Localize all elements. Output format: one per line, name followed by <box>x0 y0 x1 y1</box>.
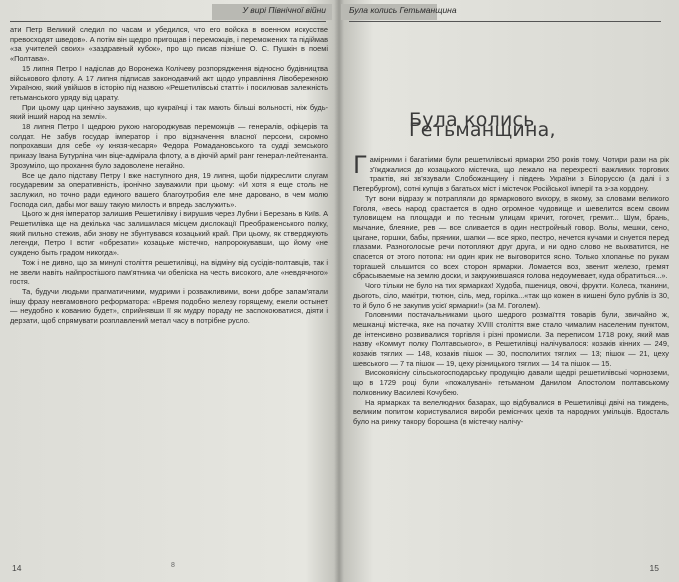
paragraph: Та, будучи людьми прагматичними, мудрими і розважливими, вони добре запам'ятали іншу фразу невгамовного реформатора: «Время подобно железу горящему, ежели остынет — неудобно к кованию будет», сприйнявши її як мудру пораду не заспокоюватися, діяти і дерзати, щоб спрямувати розплавлений метал часу в потрібне русло. <box>10 286 328 326</box>
page-number: 15 <box>649 563 659 574</box>
running-header: У вирі Північної війни <box>242 5 326 15</box>
header-rule <box>10 21 326 22</box>
gutter-mark: 8 <box>171 562 175 570</box>
paragraph: При цьому цар цинічно зауважив, що кукраїнці і так мають більші вольності, ніж будь-який інший народ на землі». <box>10 102 328 122</box>
paragraph: 18 липня Петро І щедрою рукою нагороджував переможців — генералів, офіцерів та солдат. Не забув государ імператор і про відзначення власної персони, скромно попрохавши для себе «у князя-кесаря» Федора Ромадановського та судді земського приказу Івана Бутурліна чин віце-адмірала флоту, а в діючій армії ранг генерал-лейтенанта. Зрозуміло, що прохання було задоволене негайно. <box>10 122 328 170</box>
running-header: Була колись Гетьманщина <box>349 5 457 15</box>
header-rule <box>349 21 661 22</box>
left-page <box>0 0 338 582</box>
paragraph: Головними постачальниками цього шедрого розмаїття товарів були, звичайно ж, мешканці містечка, яке на початку XVIII століття вже стало чималим населеним пунктом, де інтенсивно розвивалися торгівля і різні промисли. За переписом 1718 року, який мав назву «Коммут полку Полтавського», в Решетилівці налічувалося: козаків кінних — 249, козаків тяглих — 148, козаків пішок — 30, посполитих тяглих — 13; пішок — 21, цеху шевського — 7 та пішок — 19, цеху різницького тяглих — 14 та пішок — 15. <box>353 310 669 368</box>
paragraph <box>353 151 669 194</box>
paragraph: Високоякісну сільськогосподарську продукцію давали щедрі решетилівські чорноземи, що в 1729 році були «пожалувані» гетьманом Данилом Апостолом полтавському полковнику Василеві Кочубею. <box>353 368 669 397</box>
paragraph: 15 липня Петро І надіслав до Воронежа Колічеву розпорядження відносно будівництва військового флоту. А 17 липня підписав законодавчий акт щодо управління Лівобережною Україною, який увійшов в історію під назвою «Решетилівські статті» і посилював залежність гетьманського уряду від царату. <box>10 63 328 102</box>
paragraph: Тут вони відразу ж потрапляли до ярмаркового вихору, в якому, за словами великого Гоголя, «весь народ срастается в одно огромное чудовище и шевелится всем своим туловищем на площади и по тесным улицам кричит, гогочет, гремит... Шум, брань, мычание, блеяние, рев — все сливается в один нестройный говор. Волы, мешки, сено, цыгане, горшки, бабы, пряники, шапки — все ярко, пестро, нечется кучами и снуется перед глазами. Разноголосые речи потопляют друг друга, и ни одно слово не выхватится, не спасется от этого потопа: ни один крик не выговорится ясно. Только хлопанье по рукам торгашей слышится со всех сторон ярмарки. Ломается воз, звенит железо, гремят сбрасываемые на землю доски, и закружившаяся голова недоумевает, куда обратиться...». <box>353 193 669 281</box>
paragraph: Чого тільки не було на тих ярмарках! Худоба, пшениця, овочі, фрукти. Колеса, тканини, дьоготь, сіло, макітри, тютюн, сіль, мед, горілка...«так що кожен в кишені було рублів із 30, то й було б не закупив усієї ярмарки!» (за М. Гоголем). <box>353 281 669 310</box>
page-number: 14 <box>12 563 22 574</box>
chapter-title: Була колись Гетьманщина, <box>409 109 556 141</box>
body-text <box>353 151 669 427</box>
paragraph: Все це дало підставу Петру І вже наступного дня, 19 липня, щоби підкреслити слугам государевим за оперативність, іронічно зауважили при цьому: «И хотя я еще столь не заслужил, но точно ради единого вашего благоутробия еле мне даровано, в чем молю Господа сил, дабы мог вашу такую милость и впредь заслужить». <box>10 170 328 209</box>
paragraph: Тож і не дивно, що за минулі століття решетилівці, на відміну від сусідів-полтавців, так і не звели навіть найпростішого пам'ятника чи обеліска на честь високого, але «невдячного» гостя. <box>10 257 328 287</box>
paragraph: ати Петр Великий следил по часам и убедился, что его войска в военном искусстве превосходят шведов». А потім він щедро пригощав і переможців, і переможених та підіймав «за учителей своих» «заздравный кубок», про що писав пізніше О. С. Пушкін в поемі «Полтава». <box>10 25 328 64</box>
paragraph: Цього ж дня імператор залишив Решетилівку і вирушив через Лубни і Березань в Київ. А Решетилівка ще на декілька час залишилася місцем дислокації Преображенського полку, який пильно стежив, аби знову не збунтувався козацький край. При цьому, як стверджують легенди, Петро І встиг «обрезати» козацьке містечко, напророкувавши, що йому «не суждено быть градом никогда». <box>10 209 328 258</box>
right-page <box>341 0 679 582</box>
body-text <box>10 25 328 326</box>
paragraph-text: амірними і багатіими були решетилівські ярмарки 250 років тому. Чотири рази на рік з'їжджалися до козацького містечка, що лежало на перехресті важливих торгових трактів, які зв'язували Слобожанщину і південь України з Білоруссю (а далі і з Петербургом), сотні купців з багатьох міст і містечок Російської імперії та з-за кордону. <box>353 155 669 194</box>
drop-cap: Г <box>353 151 368 179</box>
paragraph: На ярмарках та велелюдних базарах, що відбувалися в Решетилівці двічі на тиждень, великим попитом користувалися вироби реміснчих цехів та народних умільців. Вдосталь було на ринку такору борошна (в містечку налічу- <box>353 397 669 426</box>
